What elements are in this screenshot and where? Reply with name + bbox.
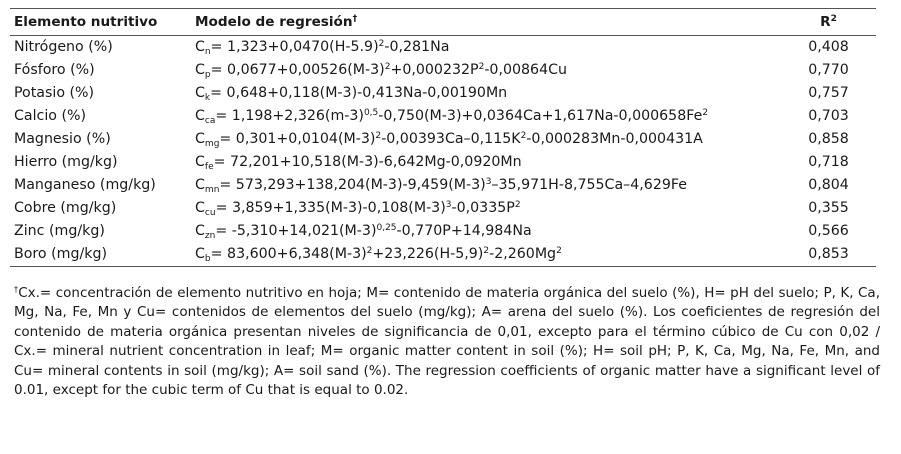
table-row (10, 36, 876, 59)
table-row (10, 59, 876, 82)
subscript: b (204, 254, 211, 265)
r2-cell: 0,408 (808, 39, 849, 56)
table-row (10, 196, 876, 219)
superscript: 2 (556, 246, 562, 257)
regression-table (10, 8, 876, 267)
superscript: 2 (378, 39, 385, 50)
table-row (10, 128, 876, 151)
r2-cell: 0,718 (808, 153, 849, 170)
element-cell: Cobre (mg/kg) (14, 199, 117, 216)
element-cell: Zinc (mg/kg) (14, 222, 105, 239)
superscript: 2 (375, 131, 382, 141)
formula-text: -0,750(M-3)+0,0364Ca+1,617Na-0,000658Fe (378, 108, 703, 125)
formula-text: = 1,198+2,326(m-3) (215, 108, 364, 125)
model-cell (191, 59, 781, 82)
formula-text: = 0,648+0,118(M-3)-0,413Na-0,00190Mn (210, 85, 508, 102)
model-cell (191, 150, 781, 173)
formula-text: = 0,0677+0,00526(M-3) (210, 62, 385, 79)
r2-cell: 0,804 (808, 176, 849, 193)
r2-cell: 0,858 (808, 131, 849, 147)
model-cell (191, 196, 781, 219)
superscript: 2 (478, 62, 485, 73)
subscript: cu (204, 207, 216, 218)
formula-text: +23,226(H-5,9) (372, 246, 484, 263)
formula-text: C (195, 199, 205, 216)
formula-text: C (195, 153, 205, 170)
model-cell (191, 36, 781, 59)
formula-text: C (195, 39, 205, 56)
table-row (10, 105, 876, 128)
formula-text: C (195, 131, 205, 147)
subscript: mn (204, 184, 220, 195)
dagger-mark: † (352, 13, 358, 24)
model-cell (191, 82, 781, 105)
superscript: 2 (514, 199, 521, 210)
subscript: mg (204, 139, 220, 149)
r2-cell: 0,770 (808, 62, 849, 79)
r2-cell: 0,853 (781, 242, 876, 267)
footnote-text: Cx.= concentración de elemento nutritivo en hoja; M= contenido de materia orgánica del suelo (%), H= pH del suelo; P, K, Ca, Mg, Na, Fe, Mn y Cu= contenidos de elementos del suelo (mg/kg); A= arena del suelo (%). Los coeficientes de regresión del contenido de materia orgánica presentan niveles de significancia de 0,01, excepto para el término cúbico de Cu con 0,02 / Cx.= mineral nutrient concentration in leaf; M= organic matter content in soil (%); H= soil pH; P, K, Ca, Mg, Na, Fe, Mn, and Cu= mineral contents in soil (mg/kg); A= soil sand (%). The regression coefficients of organic matter have a significant level of 0.01, except for the cubic term of Cu that is equal to 0.02. (14, 285, 880, 399)
subscript: zn (204, 230, 216, 241)
superscript: 3 (485, 176, 492, 187)
element-cell: Calcio (%) (14, 108, 87, 125)
r2-cell: 0,355 (808, 199, 849, 216)
superscript: 3 (445, 199, 452, 210)
subscript: p (204, 70, 211, 81)
header-model: Modelo de regresión† (191, 9, 781, 36)
subscript: fe (204, 161, 214, 172)
element-cell: Nitrógeno (%) (14, 39, 113, 56)
header-r2: $R^2$ (781, 9, 876, 36)
formula-text: = -5,310+14,021(M-3) (215, 222, 377, 239)
formula-text: C (195, 108, 205, 125)
superscript: 2 (483, 246, 490, 257)
header-element: Elemento nutritivo (10, 9, 191, 36)
formula-text: = 72,201+10,518(M-3)-6,642Mg-0,0920Mn (213, 153, 522, 170)
model-cell (191, 219, 781, 242)
r2-cell: 0,703 (808, 108, 849, 125)
superscript: 2 (702, 108, 709, 119)
formula-text: = 83,600+6,348(M-3) (210, 246, 367, 263)
table-row (10, 219, 876, 242)
regression-table-figure (10, 8, 882, 400)
superscript: 2 (520, 131, 527, 141)
superscript: 0,25 (376, 222, 397, 233)
superscript: 2 (366, 246, 373, 257)
element-cell: Hierro (mg/kg) (14, 153, 118, 170)
formula-text: -0,00393Ca–0,115K (381, 131, 521, 147)
formula-text: = 0,301+0,0104(M-3) (219, 131, 376, 147)
element-cell: Magnesio (%) (14, 131, 111, 147)
superscript: 2 (384, 62, 391, 73)
r2-cell: 0,566 (808, 222, 849, 239)
formula-text: -0,00864Cu (484, 62, 567, 79)
formula-text: -0,770P+14,984Na (396, 222, 532, 239)
formula-text: C (195, 85, 205, 102)
formula-text: C (195, 62, 205, 79)
formula-text: -0,000283Mn-0,000431A (526, 131, 703, 147)
superscript: 0,5 (363, 108, 379, 119)
r2-cell: 0,757 (808, 85, 849, 102)
formula-text: C (195, 222, 205, 239)
model-cell (191, 242, 781, 267)
model-cell (191, 173, 781, 196)
footnote (10, 284, 880, 400)
table-row (10, 242, 876, 267)
subscript: k (204, 93, 211, 104)
element-cell: Fósforo (%) (14, 62, 95, 79)
formula-text: –35,971H-8,755Ca–4,629Fe (491, 176, 687, 193)
model-cell (191, 128, 781, 151)
model-cell (191, 105, 781, 128)
formula-text: = 573,293+138,204(M-3)-9,459(M-3) (219, 176, 486, 193)
formula-text: -0,0335P (451, 199, 515, 216)
subscript: ca (204, 116, 216, 127)
formula-text: +0,000232P (390, 62, 479, 79)
formula-text: C (195, 176, 205, 193)
formula-text: -2,260Mg (489, 246, 557, 263)
formula-text: -0,281Na (384, 39, 450, 56)
table-row (10, 150, 876, 173)
formula-text: = 3,859+1,335(M-3)-0,108(M-3) (215, 199, 446, 216)
formula-text: = 1,323+0,0470(H-5.9) (210, 39, 379, 56)
table-row (10, 173, 876, 196)
table-body (10, 36, 876, 267)
table-row (10, 82, 876, 105)
element-cell: Potasio (%) (14, 85, 95, 102)
footnote-mark: † (14, 285, 19, 295)
element-cell: Boro (mg/kg) (10, 242, 191, 267)
subscript: n (204, 47, 211, 58)
element-cell: Manganeso (mg/kg) (14, 176, 156, 193)
table-header-row (10, 9, 876, 36)
formula-text: C (195, 246, 205, 263)
